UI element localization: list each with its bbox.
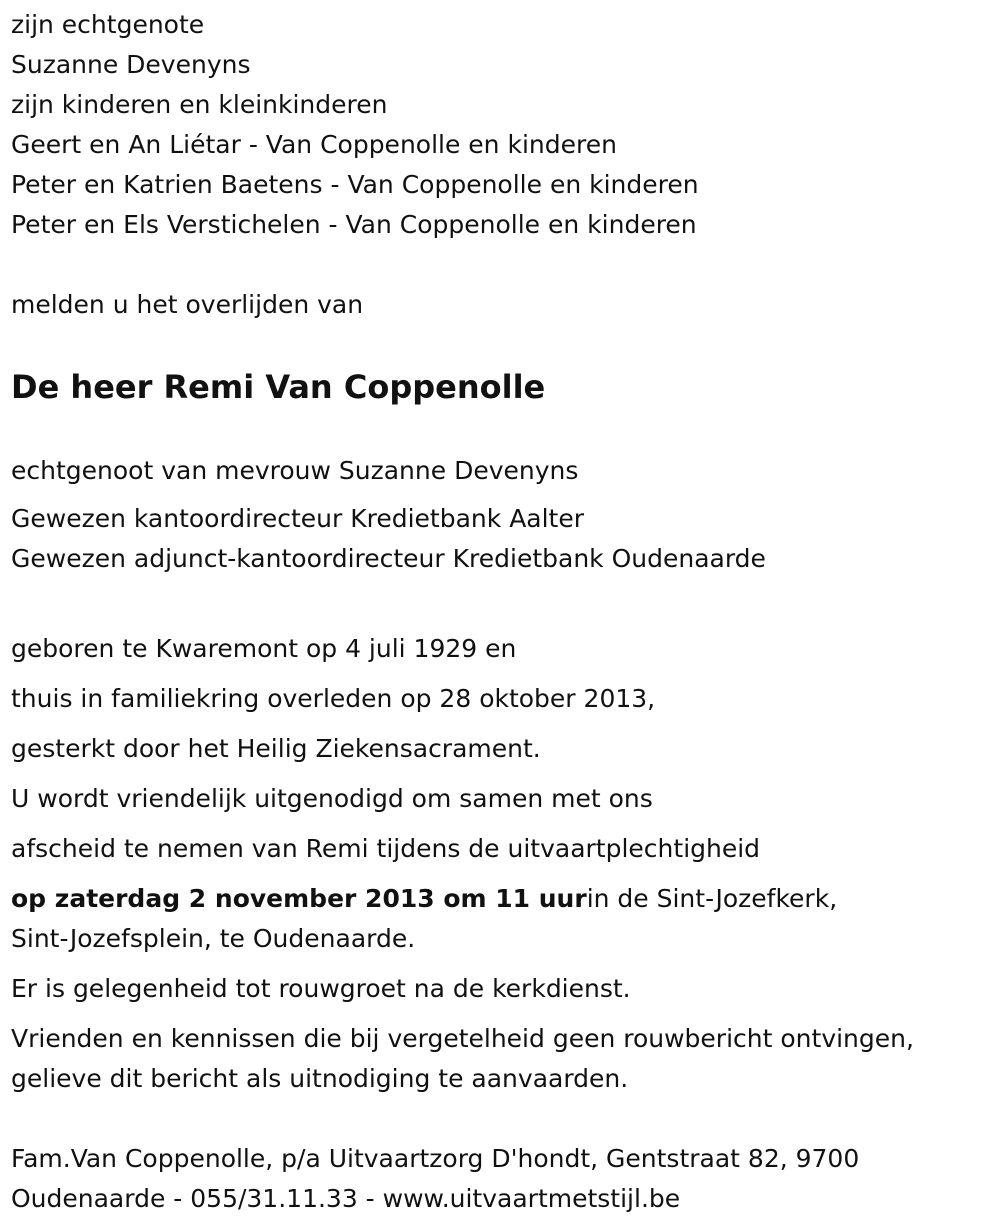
family-line: Suzanne Devenyns: [11, 50, 251, 79]
contact-line: Fam.Van Coppenolle, p/a Uitvaartzorg D'hondt, Gentstraat 82, 9700: [11, 1144, 860, 1173]
condolence-line: Er is gelegenheid tot rouwgroet na de kerkdienst.: [11, 974, 631, 1003]
invitation-line: U wordt vriendelijk uitgenodigd om samen met ons: [11, 784, 653, 813]
spouse-line: echtgenoot van mevrouw Suzanne Devenyns: [11, 456, 579, 485]
family-line: zijn kinderen en kleinkinderen: [11, 90, 388, 119]
career-section: [11, 499, 991, 579]
family-line: Geert en An Liétar - Van Coppenolle en kinderen: [11, 130, 617, 159]
announcement-text: melden u het overlijden van: [11, 290, 364, 319]
service-line: [11, 879, 991, 919]
death-notice: [11, 0, 991, 1219]
farewell-line: afscheid te nemen van Remi tijdens de uitvaartplechtigheid: [11, 834, 761, 863]
service-address: Sint-Jozefsplein, te Oudenaarde.: [11, 924, 416, 953]
contact-section: [11, 1139, 991, 1219]
note-line: Vrienden en kennissen die bij vergetelheid geen rouwbericht ontvingen,: [11, 1024, 914, 1053]
contact-line: Oudenaarde - 055/31.11.33 - www.uitvaartmetstijl.be: [11, 1184, 681, 1213]
family-line: Peter en Els Verstichelen - Van Coppenolle en kinderen: [11, 210, 697, 239]
death-line: thuis in familiekring overleden op 28 oktober 2013,: [11, 684, 656, 713]
deceased-name: De heer Remi Van Coppenolle: [11, 368, 546, 406]
family-line: Peter en Katrien Baetens - Van Coppenolle en kinderen: [11, 170, 699, 199]
service-place: in de Sint-Jozefkerk,: [586, 884, 838, 913]
career-line: Gewezen kantoordirecteur Kredietbank Aalter: [11, 504, 585, 533]
note-line: gelieve dit bericht als uitnodiging te aanvaarden.: [11, 1064, 629, 1093]
family-line: zijn echtgenote: [11, 10, 205, 39]
details-section: [11, 624, 991, 1099]
sacrament-line: gesterkt door het Heilig Ziekensacrament.: [11, 734, 541, 763]
career-line: Gewezen adjunct-kantoordirecteur Kredietbank Oudenaarde: [11, 544, 766, 573]
service-date: op zaterdag 2 november 2013 om 11 uur: [11, 884, 587, 913]
family-section: [11, 0, 991, 245]
birth-line: geboren te Kwaremont op 4 juli 1929 en: [11, 634, 517, 663]
